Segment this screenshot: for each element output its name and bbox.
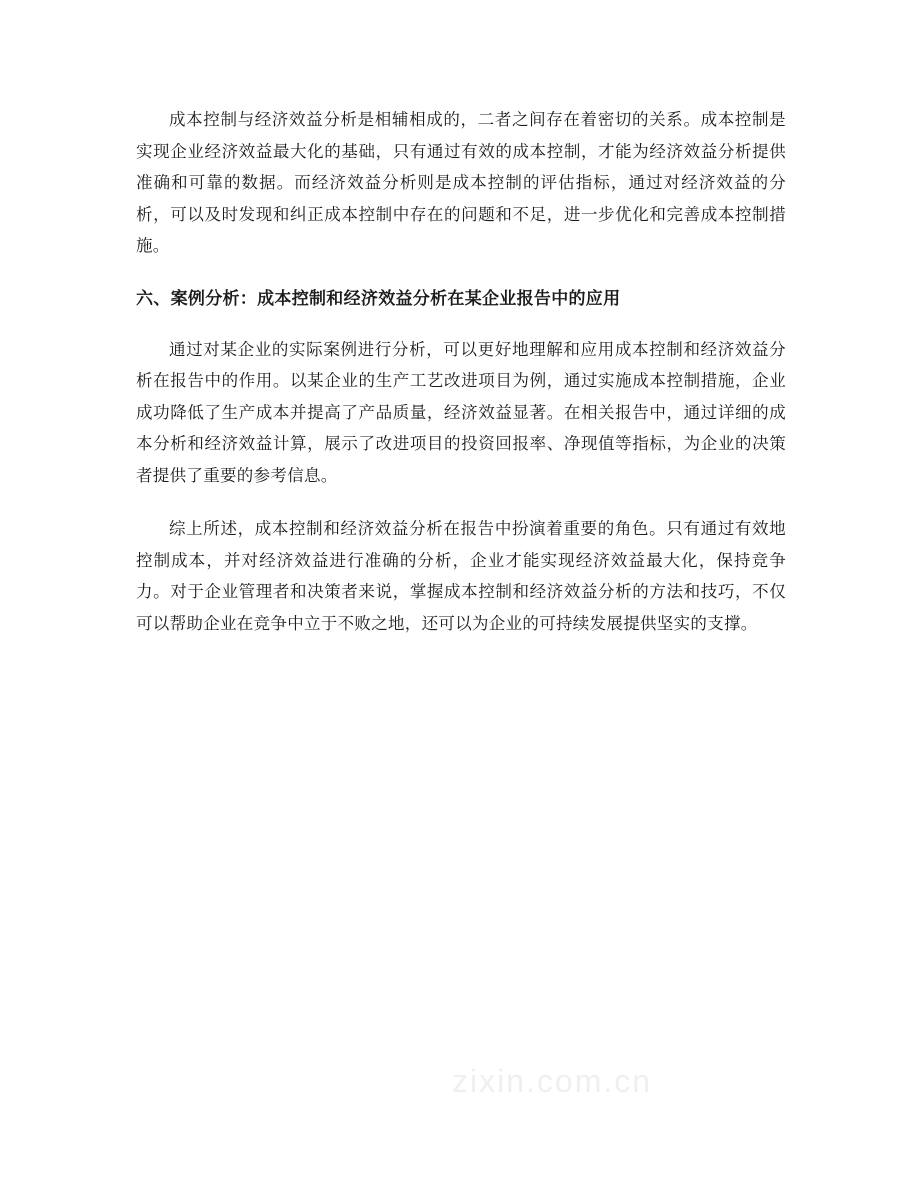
paragraph-case-study: 通过对某企业的实际案例进行分析，可以更好地理解和应用成本控制和经济效益分析在报告中的作用。以某企业的生产工艺改进项目为例，通过实施成本控制措施，企业成功降低了生产成本并提高了产品质量，经济效益显著。在相关报告中，通过详细的成本分析和经济效益计算，展示了改进项目的投资回报率、净现值等指标，为企业的决策者提供了重要的参考信息。 xyxy=(136,339,786,485)
document-body xyxy=(136,104,786,639)
section-heading-case-analysis: 六、案例分析：成本控制和经济效益分析在某企业报告中的应用 xyxy=(136,288,621,309)
watermark: zixin.com.cn xyxy=(452,1063,653,1099)
paragraph-conclusion: 综上所述，成本控制和经济效益分析在报告中扮演着重要的角色。只有通过有效地控制成本，并对经济效益进行准确的分析，企业才能实现经济效益最大化，保持竞争力。对于企业管理者和决策者来说，掌握成本控制和经济效益分析的方法和技巧，不仅可以帮助企业在竞争中立于不败之地，还可以为企业的可持续发展提供坚实的支撑。 xyxy=(136,519,786,633)
paragraph-cost-economic-relationship: 成本控制与经济效益分析是相辅相成的，二者之间存在着密切的关系。成本控制是实现企业经济效益最大化的基础，只有通过有效的成本控制，才能为经济效益分析提供准确和可靠的数据。而经济效益分析则是成本控制的评估指标，通过对经济效益的分析，可以及时发现和纠正成本控制中存在的问题和不足，进一步优化和完善成本控制措施。 xyxy=(136,110,786,255)
